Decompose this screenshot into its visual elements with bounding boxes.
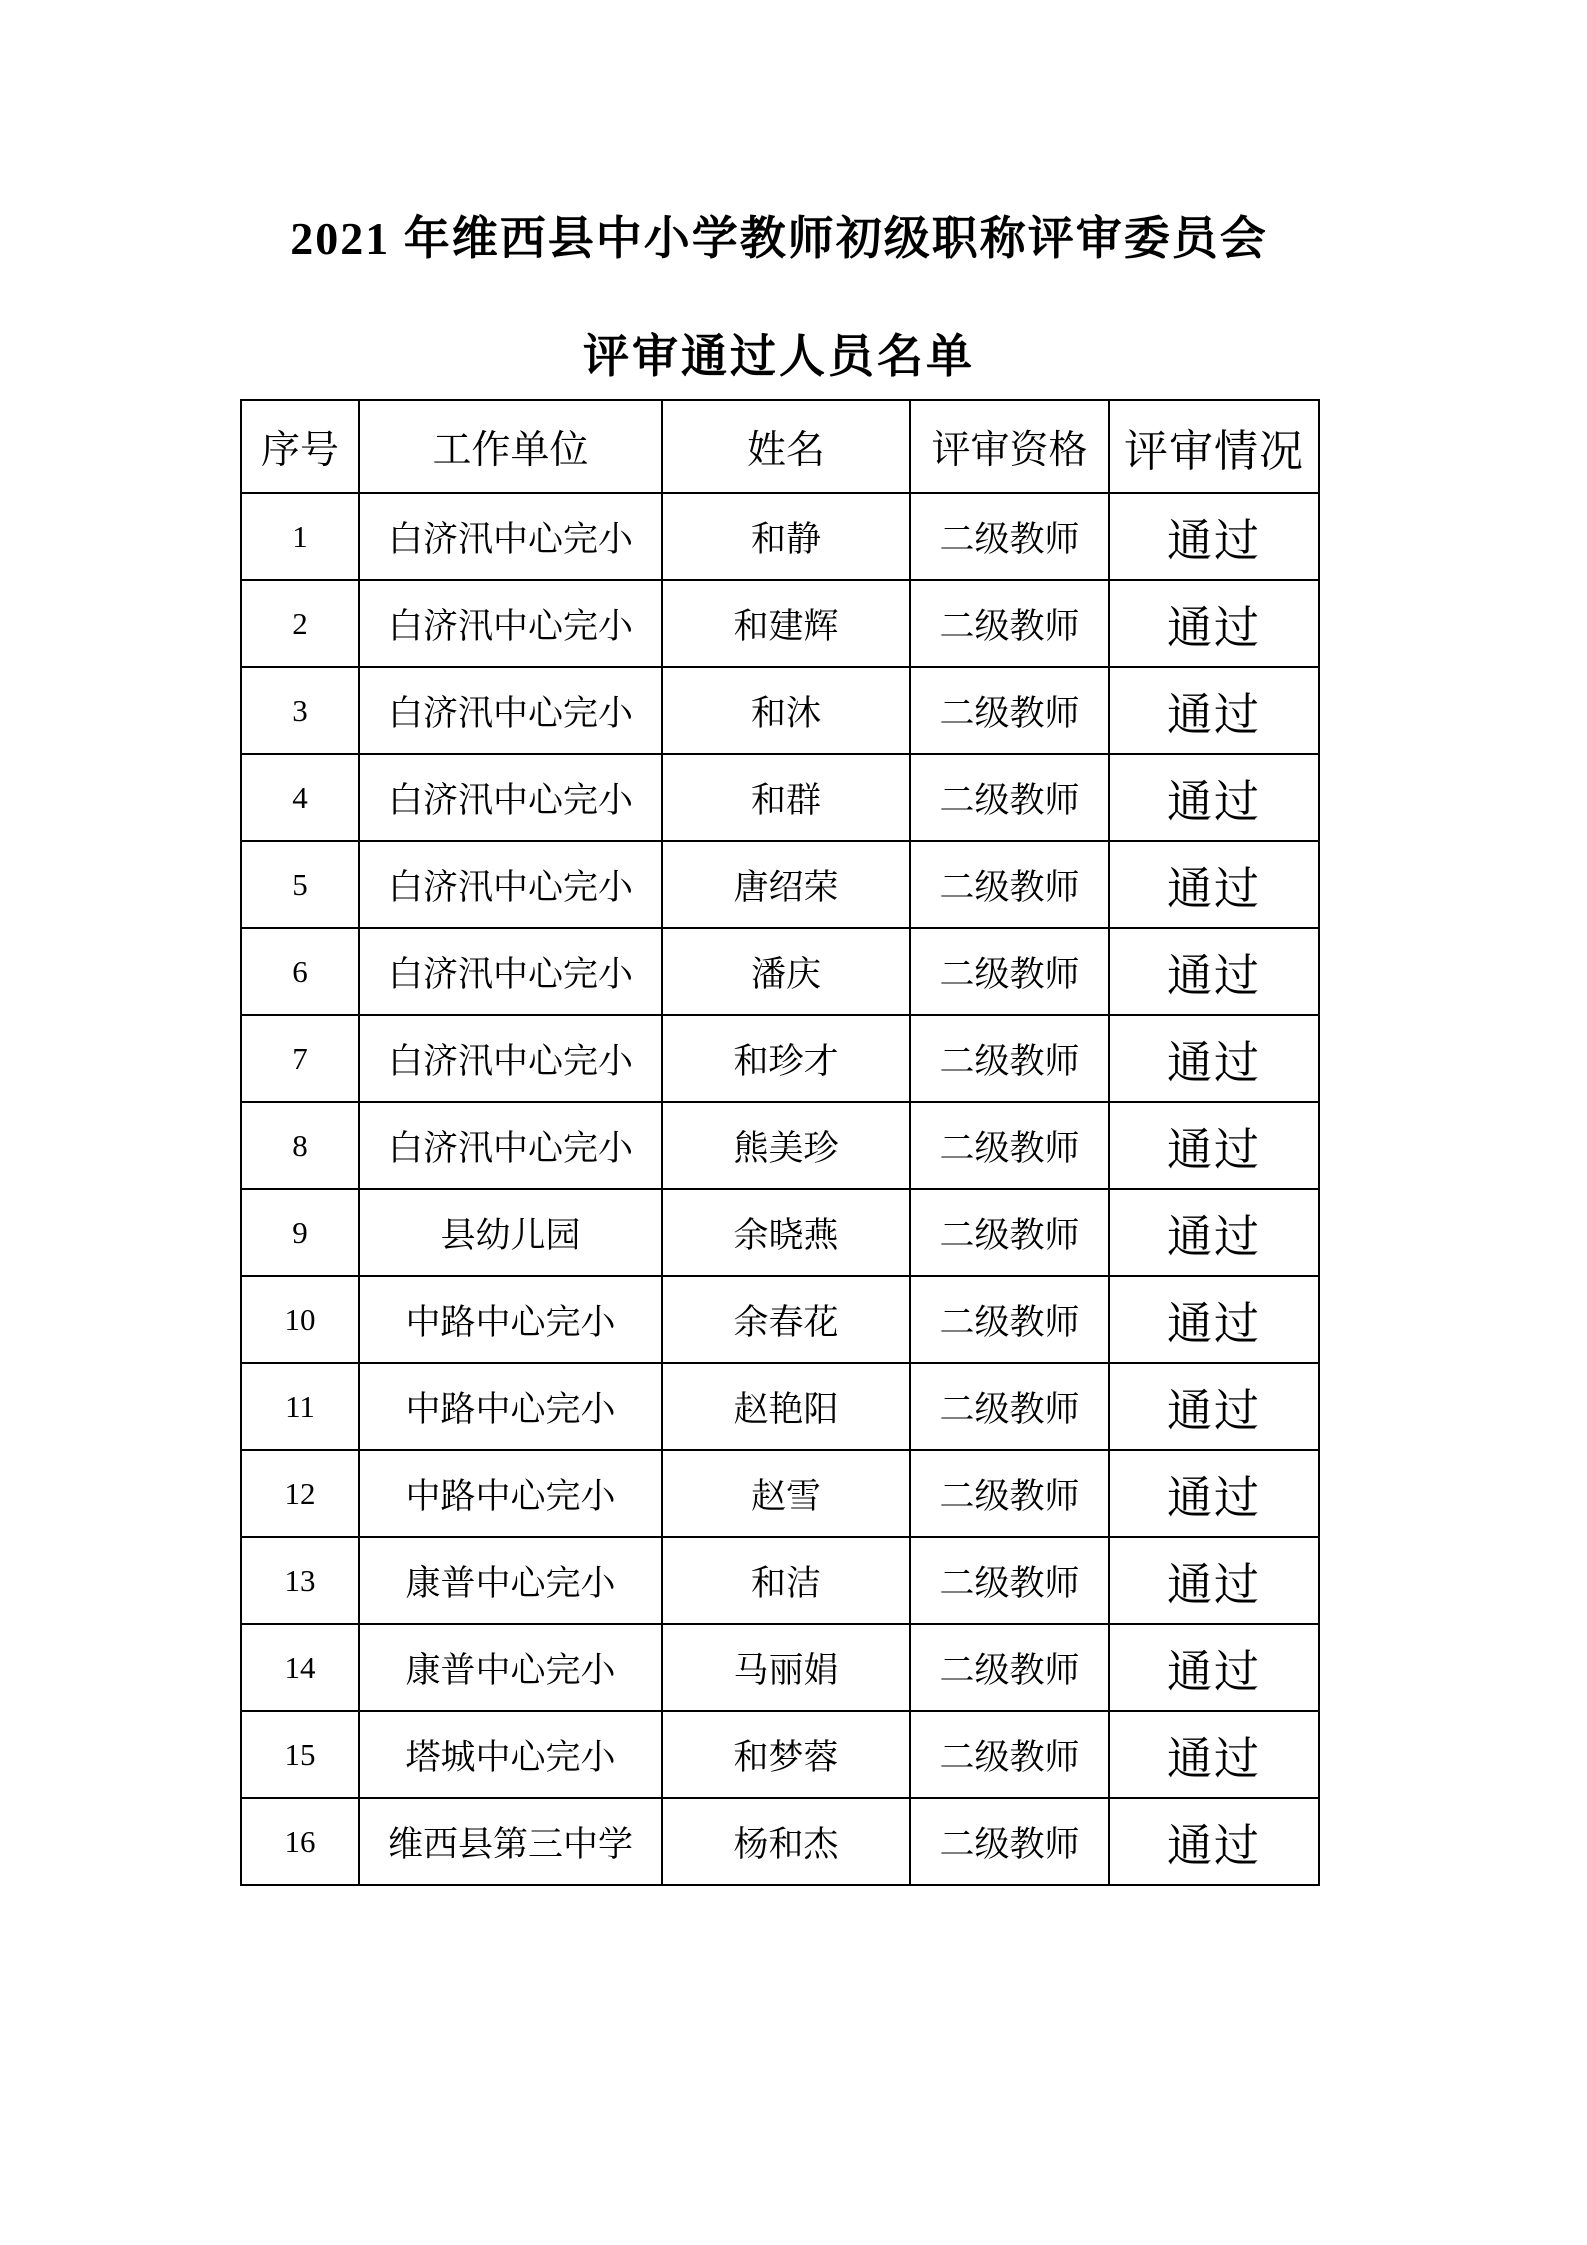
serial-number-cell: 14 bbox=[241, 1624, 359, 1711]
review-result-cell: 通过 bbox=[1109, 1798, 1319, 1885]
header-name: 姓名 bbox=[662, 400, 910, 493]
review-result-cell: 通过 bbox=[1109, 493, 1319, 580]
work-unit-cell: 中路中心完小 bbox=[359, 1363, 662, 1450]
work-unit-cell: 康普中心完小 bbox=[359, 1624, 662, 1711]
serial-number-cell: 8 bbox=[241, 1102, 359, 1189]
serial-number-cell: 15 bbox=[241, 1711, 359, 1798]
work-unit-cell: 白济汛中心完小 bbox=[359, 841, 662, 928]
qualification-cell: 二级教师 bbox=[910, 493, 1109, 580]
approved-personnel-table bbox=[240, 399, 1320, 1886]
table-row bbox=[241, 580, 1319, 667]
table-row bbox=[241, 1450, 1319, 1537]
table-row bbox=[241, 1624, 1319, 1711]
serial-number-cell: 5 bbox=[241, 841, 359, 928]
qualification-cell: 二级教师 bbox=[910, 841, 1109, 928]
table-row bbox=[241, 841, 1319, 928]
serial-number-cell: 13 bbox=[241, 1537, 359, 1624]
serial-number-cell: 3 bbox=[241, 667, 359, 754]
name-cell: 和洁 bbox=[662, 1537, 910, 1624]
qualification-cell: 二级教师 bbox=[910, 580, 1109, 667]
review-result-cell: 通过 bbox=[1109, 1015, 1319, 1102]
document-title-line1: 2021 年维西县中小学教师初级职称评审委员会 bbox=[290, 213, 1268, 264]
header-serial-number: 序号 bbox=[241, 400, 359, 493]
work-unit-cell: 白济汛中心完小 bbox=[359, 928, 662, 1015]
qualification-cell: 二级教师 bbox=[910, 754, 1109, 841]
table-row bbox=[241, 1102, 1319, 1189]
qualification-cell: 二级教师 bbox=[910, 1102, 1109, 1189]
table-header bbox=[241, 400, 1319, 493]
header-review-result: 评审情况 bbox=[1109, 400, 1319, 493]
name-cell: 和梦蓉 bbox=[662, 1711, 910, 1798]
qualification-cell: 二级教师 bbox=[910, 1363, 1109, 1450]
name-cell: 杨和杰 bbox=[662, 1798, 910, 1885]
name-cell: 赵雪 bbox=[662, 1450, 910, 1537]
qualification-cell: 二级教师 bbox=[910, 667, 1109, 754]
table-body bbox=[241, 493, 1319, 1885]
table-row bbox=[241, 493, 1319, 580]
name-cell: 赵艳阳 bbox=[662, 1363, 910, 1450]
serial-number-cell: 2 bbox=[241, 580, 359, 667]
name-cell: 和静 bbox=[662, 493, 910, 580]
serial-number-cell: 4 bbox=[241, 754, 359, 841]
qualification-cell: 二级教师 bbox=[910, 1189, 1109, 1276]
table-row bbox=[241, 754, 1319, 841]
review-result-cell: 通过 bbox=[1109, 1537, 1319, 1624]
name-cell: 余晓燕 bbox=[662, 1189, 910, 1276]
work-unit-cell: 维西县第三中学 bbox=[359, 1798, 662, 1885]
table-row bbox=[241, 928, 1319, 1015]
qualification-cell: 二级教师 bbox=[910, 1798, 1109, 1885]
review-result-cell: 通过 bbox=[1109, 1624, 1319, 1711]
table-row bbox=[241, 1363, 1319, 1450]
name-cell: 和珍才 bbox=[662, 1015, 910, 1102]
qualification-cell: 二级教师 bbox=[910, 1711, 1109, 1798]
table-row bbox=[241, 1711, 1319, 1798]
review-result-cell: 通过 bbox=[1109, 841, 1319, 928]
qualification-cell: 二级教师 bbox=[910, 1624, 1109, 1711]
name-cell: 余春花 bbox=[662, 1276, 910, 1363]
table-row bbox=[241, 1276, 1319, 1363]
name-cell: 和群 bbox=[662, 754, 910, 841]
serial-number-cell: 16 bbox=[241, 1798, 359, 1885]
name-cell: 唐绍荣 bbox=[662, 841, 910, 928]
serial-number-cell: 10 bbox=[241, 1276, 359, 1363]
qualification-cell: 二级教师 bbox=[910, 1537, 1109, 1624]
qualification-cell: 二级教师 bbox=[910, 928, 1109, 1015]
table-header-row bbox=[241, 400, 1319, 493]
work-unit-cell: 白济汛中心完小 bbox=[359, 580, 662, 667]
review-result-cell: 通过 bbox=[1109, 1711, 1319, 1798]
review-result-cell: 通过 bbox=[1109, 1276, 1319, 1363]
name-cell: 马丽娟 bbox=[662, 1624, 910, 1711]
qualification-cell: 二级教师 bbox=[910, 1450, 1109, 1537]
serial-number-cell: 7 bbox=[241, 1015, 359, 1102]
qualification-cell: 二级教师 bbox=[910, 1276, 1109, 1363]
work-unit-cell: 白济汛中心完小 bbox=[359, 667, 662, 754]
serial-number-cell: 1 bbox=[241, 493, 359, 580]
work-unit-cell: 中路中心完小 bbox=[359, 1276, 662, 1363]
qualification-cell: 二级教师 bbox=[910, 1015, 1109, 1102]
name-cell: 潘庆 bbox=[662, 928, 910, 1015]
document-title-line2: 评审通过人员名单 bbox=[583, 331, 975, 382]
review-result-cell: 通过 bbox=[1109, 928, 1319, 1015]
table-row bbox=[241, 667, 1319, 754]
table-row bbox=[241, 1798, 1319, 1885]
table-row bbox=[241, 1189, 1319, 1276]
review-result-cell: 通过 bbox=[1109, 580, 1319, 667]
name-cell: 和建辉 bbox=[662, 580, 910, 667]
work-unit-cell: 白济汛中心完小 bbox=[359, 493, 662, 580]
serial-number-cell: 12 bbox=[241, 1450, 359, 1537]
work-unit-cell: 白济汛中心完小 bbox=[359, 754, 662, 841]
work-unit-cell: 中路中心完小 bbox=[359, 1450, 662, 1537]
review-result-cell: 通过 bbox=[1109, 667, 1319, 754]
name-cell: 熊美珍 bbox=[662, 1102, 910, 1189]
work-unit-cell: 康普中心完小 bbox=[359, 1537, 662, 1624]
work-unit-cell: 县幼儿园 bbox=[359, 1189, 662, 1276]
work-unit-cell: 塔城中心完小 bbox=[359, 1711, 662, 1798]
header-work-unit: 工作单位 bbox=[359, 400, 662, 493]
review-result-cell: 通过 bbox=[1109, 1363, 1319, 1450]
serial-number-cell: 11 bbox=[241, 1363, 359, 1450]
work-unit-cell: 白济汛中心完小 bbox=[359, 1102, 662, 1189]
table-row bbox=[241, 1015, 1319, 1102]
review-result-cell: 通过 bbox=[1109, 1189, 1319, 1276]
review-result-cell: 通过 bbox=[1109, 1102, 1319, 1189]
review-result-cell: 通过 bbox=[1109, 1450, 1319, 1537]
header-review-qualification: 评审资格 bbox=[910, 400, 1109, 493]
document-content bbox=[240, 213, 1318, 1886]
review-result-cell: 通过 bbox=[1109, 754, 1319, 841]
table-row bbox=[241, 1537, 1319, 1624]
serial-number-cell: 6 bbox=[241, 928, 359, 1015]
serial-number-cell: 9 bbox=[241, 1189, 359, 1276]
name-cell: 和沐 bbox=[662, 667, 910, 754]
work-unit-cell: 白济汛中心完小 bbox=[359, 1015, 662, 1102]
